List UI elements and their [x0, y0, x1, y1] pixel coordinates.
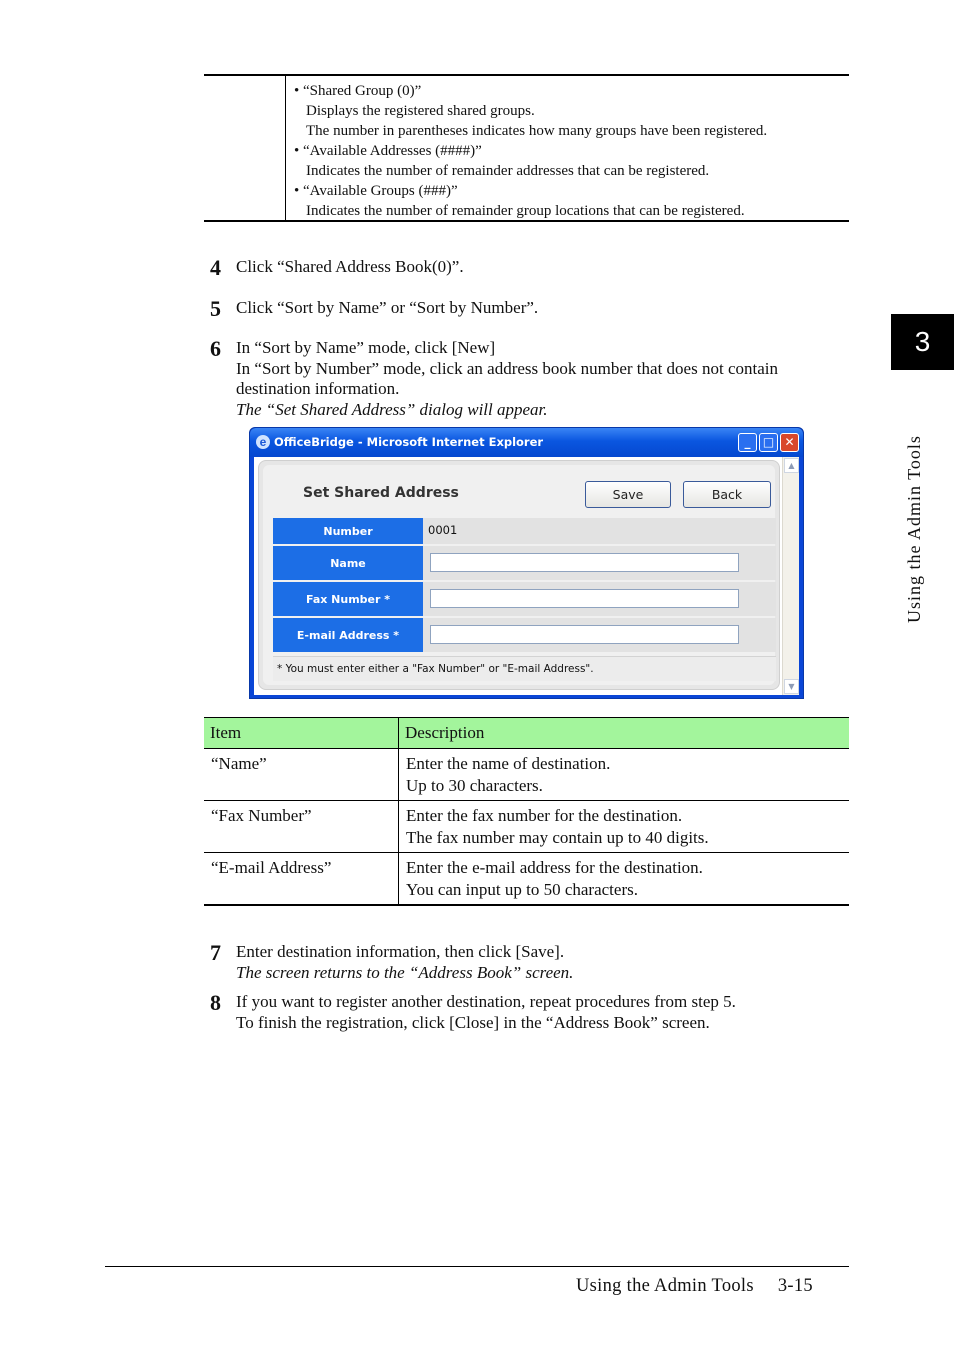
number-label: Number [273, 518, 423, 544]
description-line: Enter the fax number for the destination. [406, 806, 683, 825]
name-input[interactable] [430, 553, 739, 572]
table-row [204, 749, 849, 801]
step-number: 5 [210, 296, 221, 321]
bullet-line: • “Available Groups (###)” [294, 183, 458, 199]
header-description: Description [399, 718, 850, 749]
bullet-line: • “Shared Group (0)” [294, 83, 422, 99]
chapter-side-title [902, 388, 926, 623]
number-row [273, 518, 776, 544]
number-value: 0001 [428, 523, 458, 537]
save-button[interactable]: Save [585, 481, 671, 508]
step-text: In “Sort by Number” mode, click an address book number that does not contain [236, 358, 778, 378]
description-line: Enter the name of destination. [406, 754, 611, 773]
description-cell [294, 81, 767, 221]
maximize-button[interactable]: □ [759, 433, 778, 452]
description-line: You can input up to 50 characters. [406, 880, 638, 899]
step-number: 8 [210, 990, 221, 1015]
footer-rule [105, 1266, 849, 1267]
window-titlebar [250, 428, 803, 457]
chapter-title-text: Using the Admin Tools [904, 435, 924, 623]
form-panel-inner [263, 465, 775, 685]
name-label: Name [273, 546, 423, 580]
description-cell [399, 853, 850, 906]
footer-section-title: Using the Admin Tools [576, 1276, 754, 1296]
description-cell [399, 801, 850, 853]
browser-content [254, 457, 799, 695]
description-line: Up to 30 characters. [406, 776, 543, 795]
step-text: Click “Sort by Name” or “Sort by Number”. [236, 298, 539, 317]
close-button[interactable]: ✕ [780, 433, 799, 452]
minimize-button[interactable]: _ [738, 433, 757, 452]
form-panel [258, 460, 780, 690]
item-description-table [204, 717, 849, 906]
fax-number-input[interactable] [430, 589, 739, 608]
description-line: Enter the e-mail address for the destination. [406, 858, 703, 877]
name-row [273, 546, 776, 580]
step-text: In “Sort by Name” mode, click [New] [236, 338, 496, 357]
scroll-up-arrow-icon[interactable]: ▲ [784, 458, 799, 473]
description-line: The fax number may contain up to 40 digits. [406, 828, 709, 847]
description-cell [399, 749, 850, 801]
description-table-continued [204, 74, 849, 222]
back-button[interactable]: Back [683, 481, 771, 508]
step-result: The “Set Shared Address” dialog will appear. [236, 399, 548, 419]
item-cell: “Name” [204, 749, 399, 801]
form-title: Set Shared Address [303, 485, 459, 501]
item-cell: “E-mail Address” [204, 853, 399, 906]
step-text: Click “Shared Address Book(0)”. [236, 257, 464, 276]
email-address-row [273, 618, 776, 652]
email-address-input[interactable] [430, 625, 739, 644]
step-text: If you want to register another destination, repeat procedures from step 5. [236, 992, 736, 1011]
step-text: To finish the registration, click [Close] in the “Address Book” screen. [236, 1012, 710, 1032]
ie-icon: e [256, 435, 270, 449]
email-address-label: E-mail Address * [273, 618, 423, 652]
text-line: Indicates the number of remainder addresses that can be registered. [306, 163, 710, 179]
column-divider [285, 76, 286, 220]
item-cell: “Fax Number” [204, 801, 399, 853]
fax-number-row [273, 582, 776, 616]
text-line: Displays the registered shared groups. [306, 103, 535, 119]
step-result: The screen returns to the “Address Book” screen. [236, 962, 574, 982]
vertical-scrollbar[interactable] [782, 457, 799, 695]
header-item: Item [204, 718, 399, 749]
window-title: OfficeBridge - Microsoft Internet Explorer [274, 435, 544, 449]
required-note-row [273, 656, 776, 681]
page-number: 3-15 [777, 1276, 813, 1296]
bullet-line: • “Available Addresses (####)” [294, 143, 482, 159]
page-footer [576, 1276, 813, 1297]
scroll-down-arrow-icon[interactable]: ▼ [784, 679, 799, 694]
step-text: destination information. [236, 379, 400, 398]
step-number: 4 [210, 255, 221, 280]
table-header-row [204, 718, 849, 749]
table-row [204, 853, 849, 906]
table-row [204, 801, 849, 853]
chapter-tab: 3 [891, 314, 954, 370]
browser-window [249, 427, 804, 699]
step-text: Enter destination information, then click [Save]. [236, 942, 565, 961]
text-line: The number in parentheses indicates how many groups have been registered. [306, 123, 768, 139]
required-note: * You must enter either a "Fax Number" or "E-mail Address". [277, 663, 594, 675]
text-line: Indicates the number of remainder group locations that can be registered. [306, 203, 745, 219]
step-number: 7 [210, 940, 221, 965]
step-number: 6 [210, 336, 221, 361]
fax-number-label: Fax Number * [273, 582, 423, 616]
